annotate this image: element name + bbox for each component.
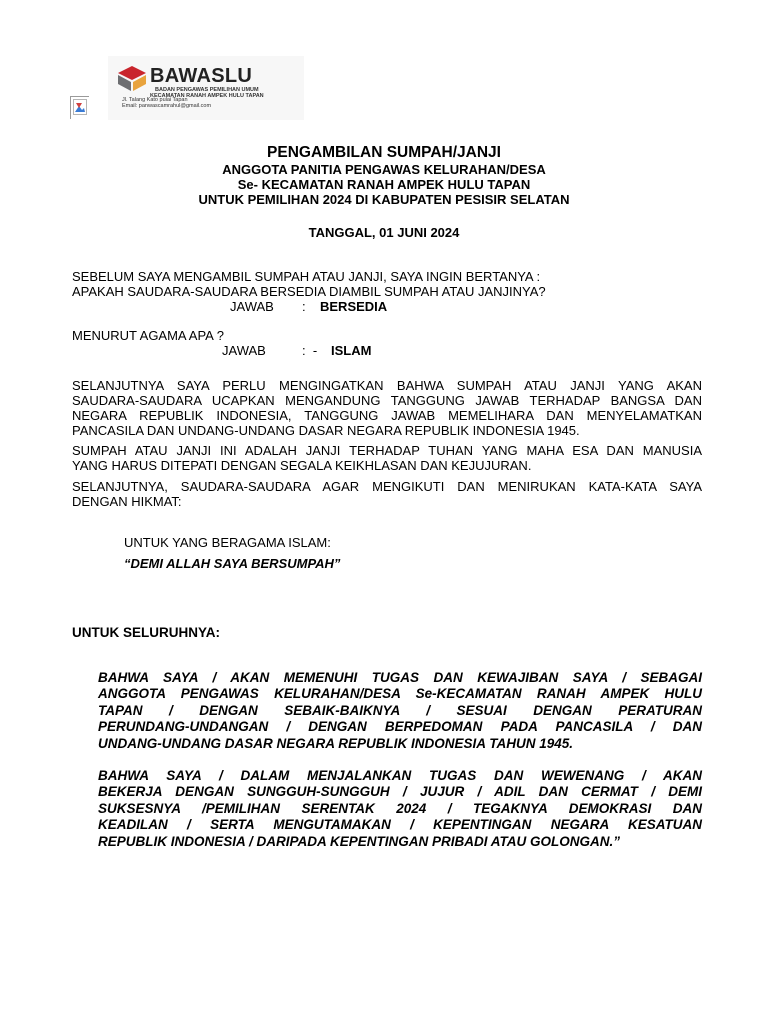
oath-line: BEKERJA DENGAN SUNGGUH-SUNGGUH / JUJUR / ADIL DAN CERMAT / DEMI bbox=[98, 784, 702, 800]
answer-2-separator: : - bbox=[302, 343, 318, 358]
answer-1-separator: : bbox=[302, 299, 306, 314]
document-title bbox=[0, 144, 768, 207]
oath-line: PERUNDANG-UNDANGAN / DENGAN BERPEDOMAN PADA PANCASILA / DAN bbox=[98, 719, 702, 735]
answer-2-label: JAWAB bbox=[222, 343, 266, 358]
oath-meaning-paragraph bbox=[72, 443, 702, 473]
islam-oath: “DEMI ALLAH SAYA BERSUMPAH” bbox=[124, 556, 341, 571]
logo-subtitle: BADAN PENGAWAS PEMILIHAN UMUM KECAMATAN RANAH AMPEK HULU TAPAN bbox=[150, 87, 264, 99]
bawaslu-logo bbox=[108, 56, 304, 120]
paragraph-line: SUMPAH ATAU JANJI INI ADALAH JANJI TERHADAP TUHAN YANG MAHA ESA DAN MANUSIA bbox=[72, 443, 702, 458]
title-line-1: PENGAMBILAN SUMPAH/JANJI bbox=[267, 144, 501, 161]
title-line-4: UNTUK PEMILIHAN 2024 DI KABUPATEN PESISIR SELATAN bbox=[198, 192, 570, 207]
question-1-line-1: SEBELUM SAYA MENGAMBIL SUMPAH ATAU JANJI, SAYA INGIN BERTANYA : bbox=[72, 269, 541, 284]
all-label: UNTUK SELURUHNYA: bbox=[72, 625, 221, 640]
islam-label: UNTUK YANG BERAGAMA ISLAM: bbox=[124, 535, 331, 550]
oath-line: ANGGOTA PENGAWAS KELURAHAN/DESA Se-KECAMATAN RANAH AMPEK HULU bbox=[98, 686, 702, 702]
paragraph-line: PANCASILA DAN UNDANG-UNDANG DASAR NEGARA REPUBLIK INDONESIA 1945. bbox=[72, 423, 580, 438]
instruction-paragraph bbox=[72, 479, 702, 509]
oath-line: BAHWA SAYA / DALAM MENJALANKAN TUGAS DAN WEWENANG / AKAN bbox=[98, 768, 702, 783]
oath-paragraph-1 bbox=[98, 670, 702, 752]
question-1-line-2: APAKAH SAUDARA-SAUDARA BERSEDIA DIAMBIL SUMPAH ATAU JANJINYA? bbox=[72, 284, 546, 299]
paragraph-line: SAUDARA-SAUDARA UCAPKAN MENGANDUNG TANGGUNG JAWAB TERHADAP BANGSA DAN bbox=[72, 393, 702, 408]
title-line-2: ANGGOTA PANITIA PENGAWAS KELURAHAN/DESA bbox=[222, 162, 546, 177]
reminder-paragraph bbox=[72, 378, 702, 438]
document-date: TANGGAL, 01 JUNI 2024 bbox=[308, 225, 460, 240]
paragraph-line: SELANJUTNYA, SAUDARA-SAUDARA AGAR MENGIKUTI DAN MENIRUKAN KATA-KATA SAYA bbox=[72, 479, 702, 494]
answer-2-value: ISLAM bbox=[331, 343, 372, 358]
oath-line: KEADILAN / SERTA MENGUTAMAKAN / KEPENTINGAN NEGARA KESATUAN bbox=[98, 817, 702, 833]
oath-line: UNDANG-UNDANG DASAR NEGARA REPUBLIK INDONESIA TAHUN 1945. bbox=[98, 735, 574, 751]
paragraph-line: DENGAN HIKMAT: bbox=[72, 494, 182, 509]
logo-wordmark: BAWASLU bbox=[150, 65, 253, 87]
title-line-3: Se- KECAMATAN RANAH AMPEK HULU TAPAN bbox=[237, 177, 531, 192]
logo-address: Jl. Talang Kato pulai Tapan Email: panwascamrahul@gmail.com bbox=[122, 97, 212, 109]
answer-1-value: BERSEDIA bbox=[320, 299, 388, 314]
oath-line: SUKSESNYA /PEMILIHAN SERENTAK 2024 / TEGAKNYA DEMOKRASI DAN bbox=[98, 800, 702, 816]
answer-1-label: JAWAB bbox=[230, 299, 274, 314]
question-2: MENURUT AGAMA APA ? bbox=[72, 328, 224, 343]
oath-paragraph-2 bbox=[98, 768, 702, 850]
paragraph-line: SELANJUTNYA SAYA PERLU MENGINGATKAN BAHWA SUMPAH ATAU JANJI YANG AKAN bbox=[72, 378, 702, 393]
paragraph-line: YANG HARUS DITEPATI DENGAN SEGALA KEIKHLASAN DAN KEJUJURAN. bbox=[72, 458, 532, 473]
oath-line: REPUBLIK INDONESIA / DARIPADA KEPENTINGAN PRIBADI ATAU GOLONGAN.” bbox=[98, 833, 621, 849]
broken-image-icon bbox=[70, 96, 89, 119]
bawaslu-emblem-icon bbox=[116, 64, 148, 92]
paragraph-line: NEGARA REPUBLIK INDONESIA, TANGGUNG JAWAB MEMELIHARA DAN MENYELAMATKAN bbox=[72, 408, 702, 423]
oath-line: BAHWA SAYA / AKAN MEMENUHI TUGAS DAN KEWAJIBAN SAYA / SEBAGAI bbox=[98, 670, 702, 685]
oath-line: TAPAN / DENGAN SEBAIK-BAIKNYA / SESUAI DENGAN PERATURAN bbox=[98, 702, 702, 718]
